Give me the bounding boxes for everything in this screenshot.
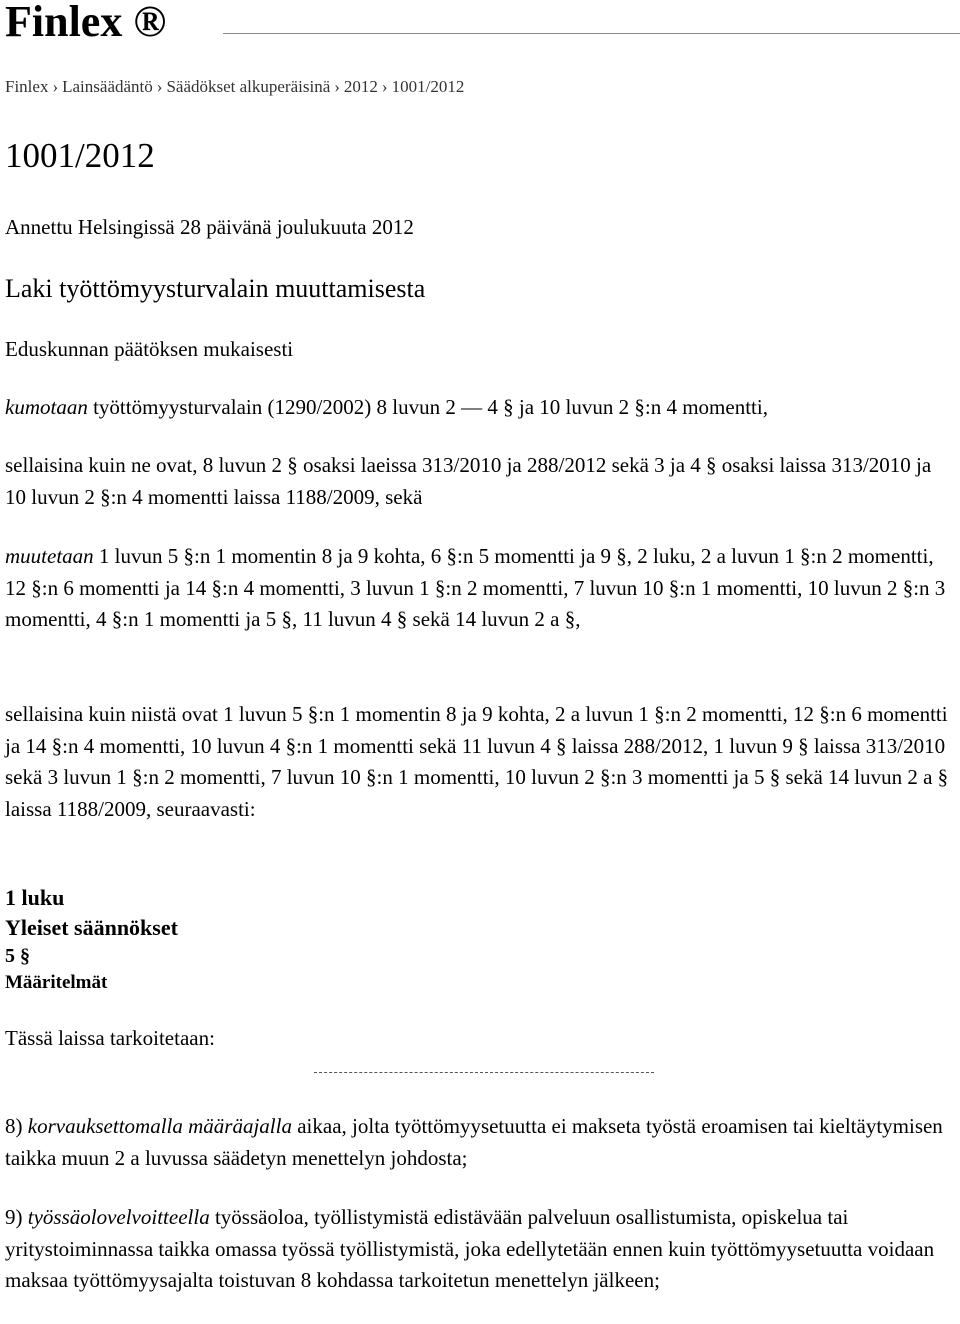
breadcrumb-separator: › bbox=[334, 77, 340, 96]
definition-text: aikaa, jolta työttömyysetuutta ei makseta työstä eroamisen tai kieltäytymisen taikka muun 2 a luvussa säädetyn menettelyn johdosta; bbox=[5, 1114, 943, 1170]
document-page bbox=[5, 0, 955, 1292]
breadcrumb-separator: › bbox=[52, 77, 59, 96]
given-date: Annettu Helsingissä 28 päivänä joulukuuta 2012 bbox=[5, 215, 414, 239]
breadcrumb-item-lainsaadanto[interactable]: Lainsäädäntö bbox=[62, 77, 153, 96]
chapter-number: 1 luku bbox=[5, 885, 65, 910]
chapter-title: Yleiset säännökset bbox=[5, 915, 178, 940]
breadcrumb bbox=[5, 77, 464, 97]
law-title: Laki työttömyysturvalain muuttamisesta bbox=[5, 274, 426, 303]
document-number: 1001/2012 bbox=[5, 136, 155, 175]
section-number: 5 § bbox=[5, 945, 30, 967]
repeal-details-paragraph: sellaisina kuin ne ovat, 8 luvun 2 § osaksi laeissa 313/2010 ja 288/2012 sekä 3 ja 4 § osaksi laissa 313/2010 ja 10 luvun 2 §:n 4 momentti laissa 1188/2009, sekä bbox=[5, 453, 932, 509]
amend-paragraph bbox=[5, 541, 955, 636]
repeal-text: työttömyysturvalain (1290/2002) 8 luvun 2 — 4 § ja 10 luvun 2 §:n 4 momentti, bbox=[87, 395, 768, 419]
definition-item-8 bbox=[5, 1111, 955, 1174]
breadcrumb-separator: › bbox=[381, 77, 388, 96]
breadcrumb-item-alkuperaisina[interactable]: Säädökset alkuperäisinä bbox=[166, 77, 331, 96]
definition-item-9 bbox=[5, 1202, 955, 1297]
repeal-paragraph bbox=[5, 392, 955, 424]
section-title: Määritelmät bbox=[5, 972, 108, 993]
breadcrumb-item-year[interactable]: 2012 bbox=[343, 77, 378, 96]
item-number: 8) bbox=[5, 1114, 28, 1138]
repeal-keyword: kumotaan bbox=[5, 395, 88, 419]
header-divider bbox=[223, 33, 960, 34]
parliament-decision: Eduskunnan päätöksen mukaisesti bbox=[5, 337, 294, 361]
definition-text: työssäoloa, työllistymistä edistävään palveluun osallistumista, opiskelua tai yritystoiminnassa taikka omassa työssä työllistymistä, joka edellytetään ennen kuin työttömyysetuutta voidaan maksaa työttömyysajalta toistuvan 8 kohdassa tarkoitetun menettelyn jälkeen; bbox=[5, 1205, 935, 1292]
item-number: 9) bbox=[5, 1205, 28, 1229]
amend-keyword: muutetaan bbox=[5, 544, 94, 568]
defined-term: työssäolovelvoitteella bbox=[27, 1205, 210, 1229]
site-header bbox=[5, 0, 955, 48]
omission-divider bbox=[314, 1072, 654, 1073]
defined-term: korvauksettomalla määräajalla bbox=[27, 1114, 292, 1138]
site-title[interactable]: Finlex ® bbox=[5, 0, 167, 46]
breadcrumb-item-current: 1001/2012 bbox=[391, 77, 465, 96]
breadcrumb-separator: › bbox=[156, 77, 163, 96]
breadcrumb-item-finlex[interactable]: Finlex bbox=[5, 77, 49, 96]
section-intro: Tässä laissa tarkoitetaan: bbox=[5, 1026, 215, 1050]
amend-details-paragraph: sellaisina kuin niistä ovat 1 luvun 5 §:n 1 momentin 8 ja 9 kohta, 2 a luvun 1 §:n 2 momentti, 12 §:n 6 momentti ja 14 §:n 4 momentti, 10 luvun 4 §:n 1 momentti sekä 11 luvun 4 § laissa 288/2012, 1 luvun 9 § laissa 313/2010 sekä 3 luvun 1 §:n 2 momentti, 7 luvun 10 §:n 1 momentti, 10 luvun 2 §:n 3 momentti ja 5 § sekä 14 luvun 2 a § laissa 1188/2009, seuraavasti: bbox=[5, 702, 949, 821]
amend-text: 1 luvun 5 §:n 1 momentin 8 ja 9 kohta, 6 §:n 5 momentti ja 9 §, 2 luku, 2 a luvun 1 §:n 2 momentti, 12 §:n 6 momentti ja 14 §:n 4 momentti, 3 luvun 1 §:n 2 momentti, 7 luvun 10 §:n 1 momentti, 10 luvun 2 §:n 3 momentti, 4 §:n 1 momentti ja 5 §, 11 luvun 4 § sekä 14 luvun 2 a §, bbox=[5, 544, 946, 631]
